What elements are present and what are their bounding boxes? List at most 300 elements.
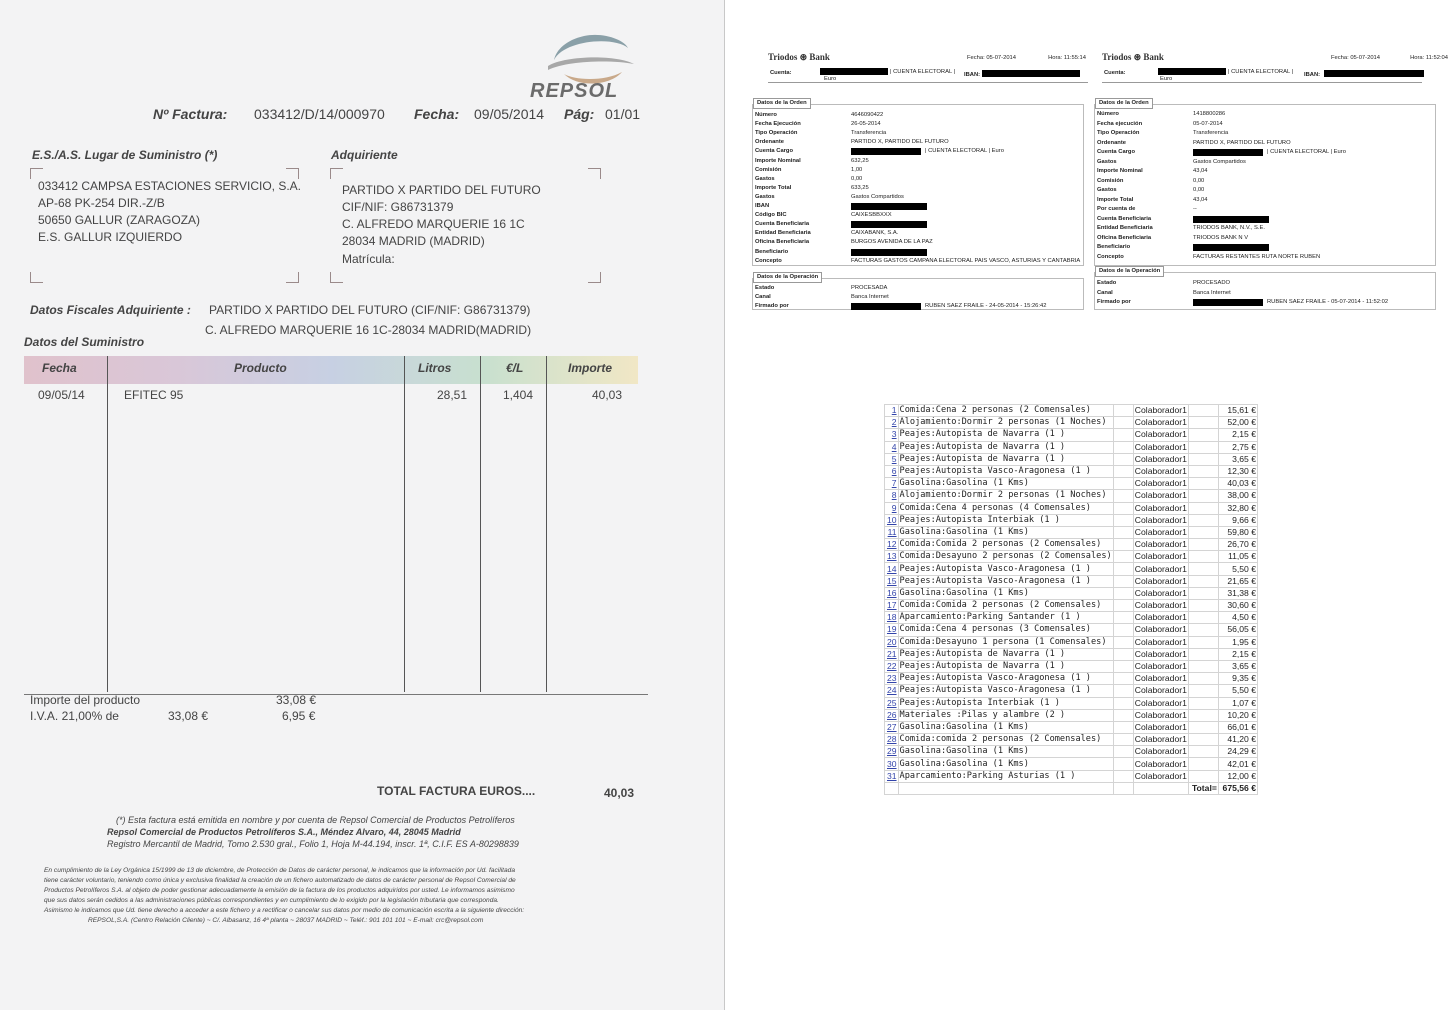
buyer-line: 28034 MADRID (MADRID) <box>342 234 485 248</box>
empty-cell <box>1113 709 1133 721</box>
expense-amount: 11,05 € <box>1218 551 1257 563</box>
table-row <box>885 697 1258 709</box>
expense-description: Peajes:Autopista de Navarra (1 ) <box>898 648 1113 660</box>
expense-description: Comida:Cena 4 personas (3 Comensales) <box>898 624 1113 636</box>
table-row <box>885 453 1258 465</box>
collaborator: Colaborador1 <box>1134 770 1187 781</box>
row-importe: 40,03 <box>592 388 623 402</box>
expense-amount: 59,80 € <box>1218 526 1257 538</box>
detail-key: Gastos <box>755 175 775 182</box>
empty-cell <box>1188 734 1218 746</box>
empty-cell <box>1113 660 1133 672</box>
detail-key: Canal <box>1097 289 1113 296</box>
table-row <box>885 600 1258 612</box>
vat-value: 6,95 € <box>282 709 316 723</box>
fiscal-label: Datos Fiscales Adquiriente : <box>30 303 191 317</box>
empty-cell <box>1113 587 1133 599</box>
table-row <box>885 612 1258 624</box>
table-row <box>885 429 1258 441</box>
triodos-receipt-2 <box>1094 52 1448 310</box>
collaborator: Colaborador1 <box>1134 661 1187 672</box>
expense-amount: 2,75 € <box>1218 441 1257 453</box>
expense-description: Gasolina:Gasolina (1 Kms) <box>898 478 1113 490</box>
detail-key: Estado <box>755 285 775 291</box>
detail-key: Cuenta Beneficiaria <box>755 221 810 228</box>
row-number-link[interactable]: 13 <box>885 551 899 563</box>
collaborator: Colaborador1 <box>1134 734 1187 745</box>
detail-value: 1418800286 <box>1193 111 1226 117</box>
page-label: Pág: <box>564 106 595 122</box>
row-number-link[interactable]: 5 <box>885 453 899 465</box>
empty-cell <box>1188 673 1218 685</box>
legal-line: Asimismo le indicamos que Ud. tiene derecho a acceder a este fichero y a rectificar o cancelar sus datos por medio de comunicación escrita a la siguiente dirección: <box>44 907 525 914</box>
empty-cell <box>1113 478 1133 490</box>
legal-line: Productos Petrolíferos S.A. al objeto de poder gestionar adecuadamente la emisión de la factura de los productos adquiridos por usted. Le informamos asimismo <box>44 887 515 894</box>
empty-cell <box>1188 648 1218 660</box>
invoice-number-label: Nº Factura: <box>153 106 228 122</box>
collaborator: Colaborador1 <box>1134 502 1187 513</box>
expense-amount: 5,50 € <box>1218 685 1257 697</box>
expense-amount: 1,95 € <box>1218 636 1257 648</box>
empty-cell <box>1113 539 1133 551</box>
detail-value: RUBEN SAEZ FRAILE - 24-05-2014 - 15:26:42 <box>925 303 1047 309</box>
iban-label: IBAN: <box>964 72 981 78</box>
empty-cell <box>1188 441 1218 453</box>
table-row <box>885 405 1258 417</box>
expense-description: Alojamiento:Dormir 2 personas (1 Noches) <box>898 417 1113 429</box>
expense-amount: 12,30 € <box>1218 465 1257 477</box>
expense-amount: 40,03 € <box>1218 478 1257 490</box>
detail-value: 633,25 <box>851 184 869 191</box>
detail-value: TRIODOS BANK, N.V., S.E. <box>1193 225 1265 231</box>
expense-description: Gasolina:Gasolina (1 Kms) <box>898 526 1113 538</box>
empty-cell <box>1188 563 1218 575</box>
collaborator: Colaborador1 <box>1134 417 1187 428</box>
detail-value: BURGOS AVENIDA DE LA PAZ <box>851 239 933 246</box>
redaction <box>820 68 888 75</box>
expense-description: Peajes:Autopista de Navarra (1 ) <box>898 429 1113 441</box>
expense-description: Peajes:Autopista Vasco-Aragonesa (1 ) <box>898 575 1113 587</box>
detail-value: 43,04 <box>1193 196 1208 203</box>
corner-mark <box>330 168 343 179</box>
empty-cell <box>1113 685 1133 697</box>
empty-cell <box>1188 636 1218 648</box>
row-number-link[interactable]: 24 <box>885 685 899 697</box>
account-bar <box>1102 68 1422 83</box>
account-currency: Euro <box>1160 76 1173 82</box>
collaborator: Colaborador1 <box>1134 514 1187 525</box>
expense-description: Peajes:Autopista de Navarra (1 ) <box>898 453 1113 465</box>
invoice-date: 09/05/2014 <box>474 106 545 122</box>
redaction <box>851 249 927 256</box>
empty-cell <box>1113 575 1133 587</box>
detail-value: Gastos Compartidos <box>851 193 904 200</box>
row-litros: 28,51 <box>437 388 468 402</box>
empty-cell <box>1113 673 1133 685</box>
supply-place-line: 033412 CAMPSA ESTACIONES SERVICIO, S.A. <box>38 179 301 193</box>
table-row <box>885 502 1258 514</box>
expense-amount: 2,15 € <box>1218 648 1257 660</box>
operation-section-title: Datos de la Operación <box>1095 266 1164 277</box>
table-row <box>885 539 1258 551</box>
detail-value: 632,25 <box>851 157 869 164</box>
empty-cell <box>1188 514 1218 526</box>
expense-amount: 26,70 € <box>1218 539 1257 551</box>
collaborator: Colaborador1 <box>1134 539 1187 550</box>
collaborator: Colaborador1 <box>1134 648 1187 659</box>
row-number-link[interactable]: 12 <box>885 539 899 551</box>
buyer-line: C. ALFREDO MARQUERIE 16 1C <box>342 217 525 231</box>
empty-cell <box>1113 612 1133 624</box>
expense-description: Peajes:Autopista de Navarra (1 ) <box>898 660 1113 672</box>
detail-key: Gastos <box>755 193 775 200</box>
collaborator: Colaborador1 <box>1134 478 1187 489</box>
empty-cell <box>1188 685 1218 697</box>
expense-amount: 21,65 € <box>1218 575 1257 587</box>
row-number-link[interactable]: 16 <box>885 587 899 599</box>
expense-amount: 3,65 € <box>1218 453 1257 465</box>
empty-cell <box>1113 526 1133 538</box>
col-header-eur-l: €/L <box>506 361 524 375</box>
expense-description: Peajes:Autopista Vasco-Aragonesa (1 ) <box>898 563 1113 575</box>
expense-amount: 1,07 € <box>1218 697 1257 709</box>
table-row <box>885 709 1258 721</box>
account-currency: Euro <box>824 76 837 82</box>
detail-value: FACTURAS GASTOS CAMPANA ELECTORAL PAIS VASCO, ASTURIAS Y CANTABRIA <box>851 257 1081 264</box>
row-number-link[interactable]: 17 <box>885 600 899 612</box>
expense-description: Comida:comida 2 personas (2 Comensales) <box>898 734 1113 746</box>
row-number-link[interactable]: 19 <box>885 624 899 636</box>
expense-description: Peajes:Autopista Interbiak (1 ) <box>898 514 1113 526</box>
table-row <box>885 478 1258 490</box>
row-number-link[interactable]: 28 <box>885 734 899 746</box>
row-number-link[interactable]: 22 <box>885 660 899 672</box>
footer-line: Registro Mercantil de Madrid, Tomo 2.530 gral., Folio 1, Hoja M-44.194, inscr. 1ª, C.I.F. ES A-80298839 <box>107 839 519 849</box>
redaction <box>982 70 1080 77</box>
detail-value: 26-05-2014 <box>851 121 881 128</box>
expense-description: Peajes:Autopista Vasco-Aragonesa (1 ) <box>898 673 1113 685</box>
account-label: Cuenta: <box>1104 70 1126 76</box>
row-number-link[interactable]: 21 <box>885 648 899 660</box>
col-header-producto: Producto <box>234 361 287 375</box>
collaborator: Colaborador1 <box>1134 587 1187 598</box>
table-row <box>885 526 1258 538</box>
detail-key: Importe Nominal <box>755 157 801 164</box>
detail-value: PROCESADO <box>1193 280 1231 286</box>
detail-value: 4646090422 <box>851 112 884 118</box>
empty-cell <box>1113 465 1133 477</box>
row-number-link[interactable]: 15 <box>885 575 899 587</box>
detail-key: Firmado por <box>1097 299 1131 305</box>
row-number-link[interactable]: 10 <box>885 514 899 526</box>
order-section <box>752 100 1084 266</box>
table-row <box>885 746 1258 758</box>
detail-value: PARTIDO X, PARTIDO DEL FUTURO <box>851 139 949 146</box>
collaborator: Colaborador1 <box>1134 685 1187 696</box>
iban-label: IBAN: <box>1304 72 1321 78</box>
empty-cell <box>1188 746 1218 758</box>
empty-cell <box>1188 453 1218 465</box>
corner-mark <box>588 168 601 179</box>
empty-cell <box>1188 405 1218 417</box>
total-value: 675,56 € <box>1218 782 1257 794</box>
collaborator: Colaborador1 <box>1134 405 1187 416</box>
empty-cell <box>1113 697 1133 709</box>
redaction <box>1193 244 1269 251</box>
legal-line: que sus datos serán cedidos a las administraciones públicas correspondientes y en cumplimiento de lo exigido por la legislación tributaria que corresponda. <box>44 897 499 904</box>
empty-cell <box>1188 502 1218 514</box>
empty-cell <box>1188 551 1218 563</box>
expense-description: Aparcamiento:Parking Santander (1 ) <box>898 612 1113 624</box>
expense-description: Gasolina:Gasolina (1 Kms) <box>898 721 1113 733</box>
corner-mark <box>30 168 43 179</box>
table-row <box>885 770 1258 782</box>
empty-cell <box>1188 478 1218 490</box>
expense-amount: 3,65 € <box>1218 660 1257 672</box>
collaborator: Colaborador1 <box>1134 758 1187 769</box>
total-row <box>885 782 1258 794</box>
redaction <box>1324 70 1424 77</box>
page-number: 01/01 <box>605 106 641 122</box>
redaction <box>1193 216 1269 223</box>
row-number-link[interactable]: 31 <box>885 770 899 782</box>
collaborator: Colaborador1 <box>1134 563 1187 574</box>
expense-amount: 9,35 € <box>1218 673 1257 685</box>
empty-cell <box>1113 648 1133 660</box>
account-label: Cuenta: <box>770 70 792 76</box>
table-divider <box>480 356 481 692</box>
detail-key: Cuenta Cargo <box>755 148 794 155</box>
empty-cell <box>1113 770 1133 782</box>
expense-description: Comida:Cena 2 personas (2 Comensales) <box>898 405 1113 417</box>
empty-cell <box>1113 405 1133 417</box>
collaborator: Colaborador1 <box>1134 490 1187 501</box>
col-header-fecha: Fecha <box>42 361 77 375</box>
row-eur-l: 1,404 <box>503 388 534 402</box>
empty-cell <box>1113 490 1133 502</box>
detail-key: Canal <box>755 294 771 300</box>
redaction <box>851 303 921 310</box>
expense-amount: 24,29 € <box>1218 746 1257 758</box>
expense-description: Peajes:Autopista Vasco-Aragonesa (1 ) <box>898 685 1113 697</box>
empty-cell <box>1113 441 1133 453</box>
table-row <box>885 551 1258 563</box>
redaction <box>1193 149 1263 156</box>
detail-key: Firmado por <box>755 303 789 309</box>
triodos-brand: Triodos ⊛ Bank <box>1102 52 1164 62</box>
row-number-link[interactable]: 9 <box>885 502 899 514</box>
empty-cell <box>1188 575 1218 587</box>
row-number-link[interactable]: 18 <box>885 612 899 624</box>
empty-cell <box>1188 465 1218 477</box>
expense-description: Comida:Desayuno 1 persona (1 Comensales) <box>898 636 1113 648</box>
expense-description: Materiales :Pilas y alambre (2 ) <box>898 709 1113 721</box>
empty-cell <box>1188 660 1218 672</box>
expense-description: Comida:Desayuno 2 personas (2 Comensales) <box>899 551 1112 562</box>
table-row <box>885 465 1258 477</box>
empty-cell <box>898 782 1113 794</box>
expense-amount: 9,66 € <box>1218 514 1257 526</box>
expense-amount: 38,00 € <box>1218 490 1257 502</box>
receipt-date: Fecha: 05-07-2014 <box>967 55 1016 61</box>
empty-cell <box>1188 770 1218 782</box>
detail-key: Beneficiario <box>755 248 789 255</box>
detail-value: 0,00 <box>851 175 863 182</box>
corner-mark <box>30 272 43 283</box>
detail-key: IBAN <box>755 203 770 209</box>
row-number-link[interactable]: 26 <box>885 709 899 721</box>
detail-key: Tipo Operación <box>1097 130 1140 136</box>
table-divider <box>546 356 547 692</box>
operation-section <box>1094 268 1436 310</box>
redaction <box>1158 68 1226 75</box>
row-number-link[interactable]: 20 <box>885 636 899 648</box>
expense-amount: 4,50 € <box>1218 612 1257 624</box>
detail-key: Importe Nominal <box>1097 168 1143 174</box>
row-number-link[interactable]: 6 <box>885 465 899 477</box>
buyer-title: Adquiriente <box>331 148 398 162</box>
row-number-link[interactable]: 14 <box>885 563 899 575</box>
empty-cell <box>1133 782 1188 794</box>
collaborator: Colaborador1 <box>1134 697 1187 708</box>
empty-cell <box>885 782 899 794</box>
detail-key: Cuenta Beneficiaria <box>1097 215 1152 222</box>
detail-key: Importe Total <box>1097 196 1134 203</box>
row-number-link[interactable]: 8 <box>885 490 899 502</box>
redaction <box>851 148 921 155</box>
detail-key: Concepto <box>755 257 782 264</box>
detail-key: Cuenta Cargo <box>1097 149 1136 155</box>
empty-cell <box>1113 429 1133 441</box>
invoice-date-label: Fecha: <box>414 106 460 122</box>
receipt-time: Hora: 11:52:04 <box>1410 55 1448 61</box>
corner-mark <box>330 272 343 283</box>
order-section-title: Datos de la Orden <box>753 98 811 109</box>
redaction <box>1193 299 1263 306</box>
vat-label: I.V.A. 21,00% de <box>30 709 119 723</box>
empty-cell <box>1113 417 1133 429</box>
account-value: | CUENTA ELECTORAL | <box>890 69 956 75</box>
expense-description: Comida:Comida 2 personas (2 Comensales) <box>898 600 1113 612</box>
empty-cell <box>1113 514 1133 526</box>
row-number-link[interactable]: 30 <box>885 758 899 770</box>
expense-amount: 32,80 € <box>1218 502 1257 514</box>
row-number-link[interactable]: 27 <box>885 721 899 733</box>
col-header-importe: Importe <box>568 361 613 375</box>
detail-key: Por cuenta de <box>1097 206 1136 212</box>
table-row <box>885 685 1258 697</box>
collaborator: Colaborador1 <box>1134 551 1187 562</box>
empty-cell <box>1188 612 1218 624</box>
table-row <box>885 587 1258 599</box>
empty-cell <box>1188 417 1218 429</box>
collaborator: Colaborador1 <box>1134 429 1187 440</box>
legal-line: REPSOL,S.A. (Centro Relación Cliente) ~ C/. Albasanz, 16 4ª planta ~ 28037 MADRID ~ Teléf.: 901 101 101 ~ E-mail: crc@repsol.com <box>88 917 484 924</box>
expense-amount: 52,00 € <box>1218 417 1257 429</box>
expense-description: Gasolina:Gasolina (1 Kms) <box>898 746 1113 758</box>
expense-amount: 15,61 € <box>1218 405 1257 417</box>
buyer-line: CIF/NIF: G86731379 <box>342 200 454 214</box>
buyer-line: PARTIDO X PARTIDO DEL FUTURO <box>342 183 541 197</box>
expense-amount: 56,05 € <box>1218 624 1257 636</box>
empty-cell <box>1188 429 1218 441</box>
table-row <box>885 758 1258 770</box>
empty-cell <box>1188 709 1218 721</box>
supply-place-line: AP-68 PK-254 DIR.-Z/B <box>38 196 165 210</box>
empty-cell <box>1113 734 1133 746</box>
collaborator: Colaborador1 <box>1134 721 1187 732</box>
empty-cell <box>1188 758 1218 770</box>
expense-amount: 41,20 € <box>1218 734 1257 746</box>
expense-table <box>884 404 1258 795</box>
expense-description: Comida:Cena 4 personas (4 Comensales) <box>898 502 1113 514</box>
empty-cell <box>1113 746 1133 758</box>
legal-line: En cumplimiento de la Ley Orgánica 15/1999 de 13 de diciembre, de Protección de Datos de carácter personal, le indicamos que la información por Ud. facilitada <box>44 867 515 874</box>
detail-value: 05-07-2014 <box>1193 120 1223 127</box>
expense-description: Alojamiento:Dormir 2 personas (1 Noches) <box>898 490 1113 502</box>
detail-value: PROCESADA <box>851 285 888 291</box>
invoice-number: 033412/D/14/000970 <box>254 106 385 122</box>
detail-value: Banca Internet <box>851 294 889 300</box>
empty-cell <box>1188 490 1218 502</box>
detail-value: Banca Internet <box>1193 289 1231 296</box>
collaborator: Colaborador1 <box>1134 673 1187 684</box>
redaction <box>851 203 927 210</box>
collaborator: Colaborador1 <box>1134 526 1187 537</box>
detail-key: Estado <box>1097 280 1117 286</box>
redaction <box>851 221 927 228</box>
empty-cell <box>1188 721 1218 733</box>
row-number-link[interactable]: 7 <box>885 478 899 490</box>
fiscal-line: C. ALFREDO MARQUERIE 16 1C-28034 MADRID(MADRID) <box>205 323 532 337</box>
account-value: | CUENTA ELECTORAL | <box>1228 69 1294 75</box>
empty-cell <box>1188 526 1218 538</box>
table-row <box>885 734 1258 746</box>
detail-value: | CUENTA ELECTORAL | Euro <box>925 148 1004 155</box>
row-number-link[interactable]: 1 <box>885 405 899 417</box>
row-number-link[interactable]: 4 <box>885 441 899 453</box>
row-number-link[interactable]: 25 <box>885 697 899 709</box>
detail-value: 1,00 <box>851 166 863 173</box>
row-number-link[interactable]: 11 <box>885 526 899 538</box>
corner-mark <box>588 272 601 283</box>
expense-amount: 12,00 € <box>1218 770 1257 782</box>
row-number-link[interactable]: 29 <box>885 746 899 758</box>
detail-key: Entidad Beneficiaria <box>755 230 811 237</box>
triodos-receipt-1 <box>752 52 1096 310</box>
detail-value: 0,00 <box>1193 187 1205 193</box>
table-divider <box>404 356 405 692</box>
table-row <box>885 721 1258 733</box>
expense-amount: 30,60 € <box>1218 600 1257 612</box>
collaborator: Colaborador1 <box>1134 600 1187 611</box>
product-amount-label: Importe del producto <box>30 693 141 707</box>
detail-key: Comisión <box>755 166 782 173</box>
detail-value: PARTIDO X, PARTIDO DEL FUTURO <box>1193 139 1291 146</box>
table-row <box>885 417 1258 429</box>
row-number-link[interactable]: 2 <box>885 417 899 429</box>
order-section <box>1094 100 1436 266</box>
row-number-link[interactable]: 23 <box>885 673 899 685</box>
table-row <box>885 441 1258 453</box>
row-number-link[interactable]: 3 <box>885 429 899 441</box>
detail-value: 43,04 <box>1193 168 1208 174</box>
empty-cell <box>1113 453 1133 465</box>
detail-key: Ordenante <box>1097 139 1126 146</box>
expense-description: Peajes:Autopista Interbiak (1 ) <box>898 697 1113 709</box>
detail-key: Fecha Ejecución <box>755 121 801 128</box>
detail-key: Número <box>755 112 777 118</box>
